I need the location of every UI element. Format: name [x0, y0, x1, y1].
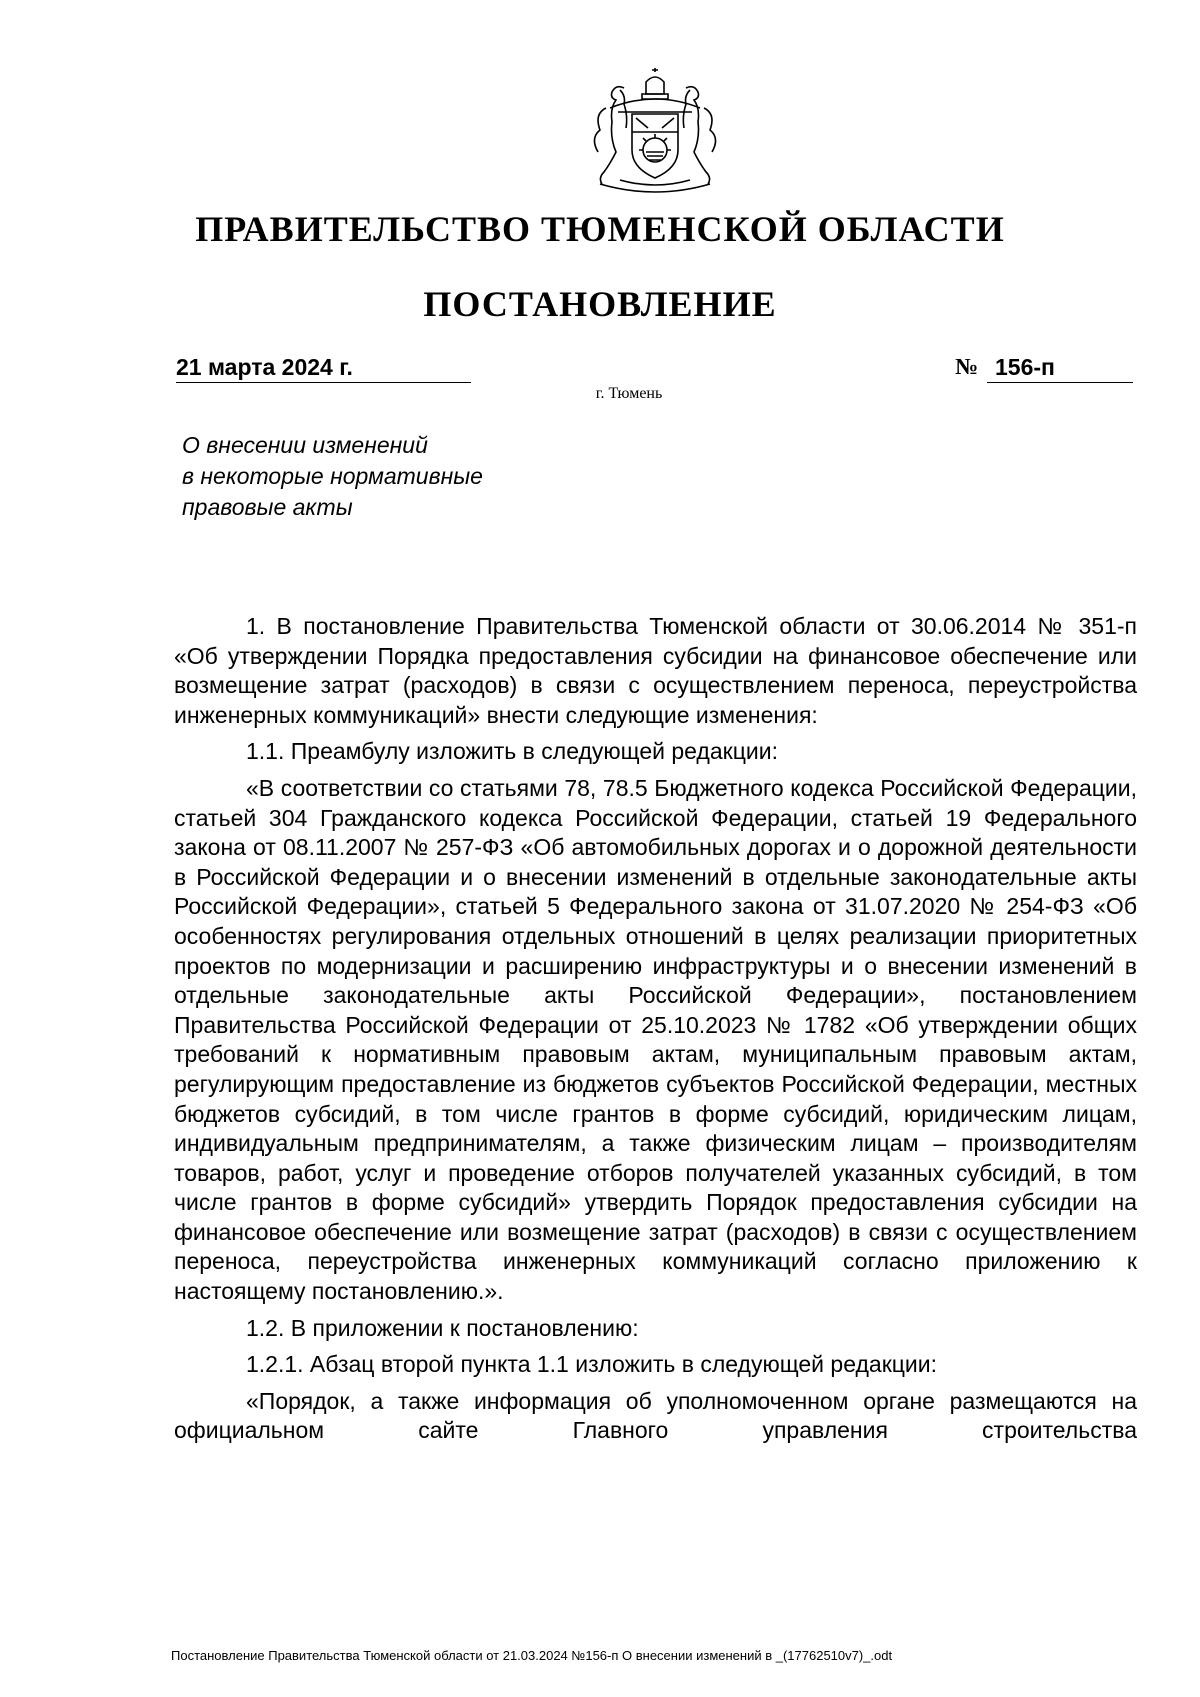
subject-line: О внесении изменений	[182, 432, 428, 458]
document-subject	[182, 430, 582, 523]
number-sign: №	[955, 354, 979, 379]
body-paragraph: «В соответствии со статьями 78, 78.5 Бюджетного кодекса Российской Федерации, статьей 304 Гражданского кодекса Российской Федерации, статьей 19 Федерального закона от 08.11.2007 № 257-ФЗ «Об автомобильных дорогах и о дорожной деятельности в Российской Федерации и о внесении изменений в отдельные законодательные акты Российской Федерации», статьей 5 Федерального закона от 31.07.2020 № 254-ФЗ «Об особенностях регулирования отдельных отношений в целях реализации приоритетных проектов по модернизации и расширению инфраструктуры и о внесении изменений в отдельные законодательные акты Российской Федерации», постановлением Правительства Российской Федерации от 25.10.2023 № 1782 «Об утверждении общих требований к нормативным правовым актам, муниципальным правовым актам, регулирующим предоставление из бюджетов субъектов Российской Федерации, местных бюджетов субсидий, в том числе грантов в форме субсидий, юридическим лицам, индивидуальным предпринимателям, а также физическим лицам – производителям товаров, работ, услуг и проведение отборов получателей указанных субсидий, в том числе грантов в форме субсидий» утвердить Порядок предоставления субсидии на финансовое обеспечение или возмещение затрат (расходов) в связи с осуществлением переноса, переустройства инженерных коммуникаций согласно приложению к настоящему постановлению.».	[174, 774, 1137, 1305]
city-name: г. Тюмень	[595, 385, 663, 402]
subject-line: в некоторые нормативные	[182, 463, 483, 489]
page-footer: Постановление Правительства Тюменской области от 21.03.2024 №156-п О внесении изменений в _(17762510v7)_.odt	[171, 1648, 893, 1663]
government-title: ПРАВИТЕЛЬСТВО ТЮМЕНСКОЙ ОБЛАСТИ	[195, 209, 1005, 249]
body-paragraph: 1. В постановление Правительства Тюменской области от 30.06.2014 № 351-п «Об утверждении Порядка предоставления субсидии на финансовое обеспечение или возмещение затрат (расходов) в связи с осуществлением переноса, переустройства инженерных коммуникаций» внести следующие изменения:	[174, 613, 1137, 728]
subject-line: правовые акты	[182, 494, 353, 520]
body-paragraph: 1.2. В приложении к постановлению:	[246, 1314, 639, 1341]
body-paragraph: «Порядок, а также информация об уполномоченном органе размещаются на официальном сайте Главного управления строительства	[174, 1387, 1137, 1444]
coat-of-arms-icon	[580, 68, 730, 196]
body-paragraph: 1.1. Преамбулу изложить в следующей редакции:	[246, 738, 778, 765]
body-paragraph: 1.2.1. Абзац второй пункта 1.1 изложить в следующей редакции:	[246, 1351, 938, 1378]
document-body	[174, 612, 1137, 1453]
document-number-field	[987, 352, 1133, 383]
document-type-title: ПОСТАНОВЛЕНИЕ	[423, 284, 777, 324]
document-date: 21 марта 2024 г.	[176, 352, 471, 383]
document-number: 156-п	[995, 354, 1055, 380]
